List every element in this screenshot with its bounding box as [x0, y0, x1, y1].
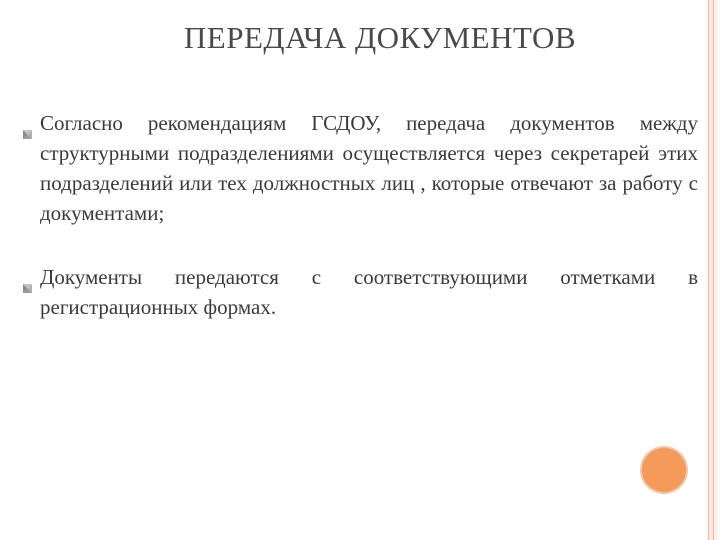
- bullet-text: Документы передаются с соответствующими отметками в регистрационных формах.: [40, 265, 698, 319]
- bullet-item: [22, 262, 698, 322]
- bullet-list: [22, 108, 698, 356]
- slide-title: ПЕРЕДАЧА ДОКУМЕНТОВ: [183, 20, 577, 55]
- decorative-frame-band: [704, 0, 720, 540]
- bullet-item: [22, 108, 698, 228]
- diamond-bullet-icon: [22, 272, 33, 283]
- decorative-frame-line: [708, 0, 709, 540]
- decorative-frame-line: [713, 0, 714, 540]
- decorative-orange-circle: [642, 448, 686, 492]
- bullet-text: Согласно рекомендациям ГСДОУ, передача документов между структурными подразделениями осуществляется через секретарей этих подразделений или тех должностных лиц , которые отвечают за работу с документами;: [40, 111, 698, 225]
- diamond-bullet-icon: [22, 118, 33, 129]
